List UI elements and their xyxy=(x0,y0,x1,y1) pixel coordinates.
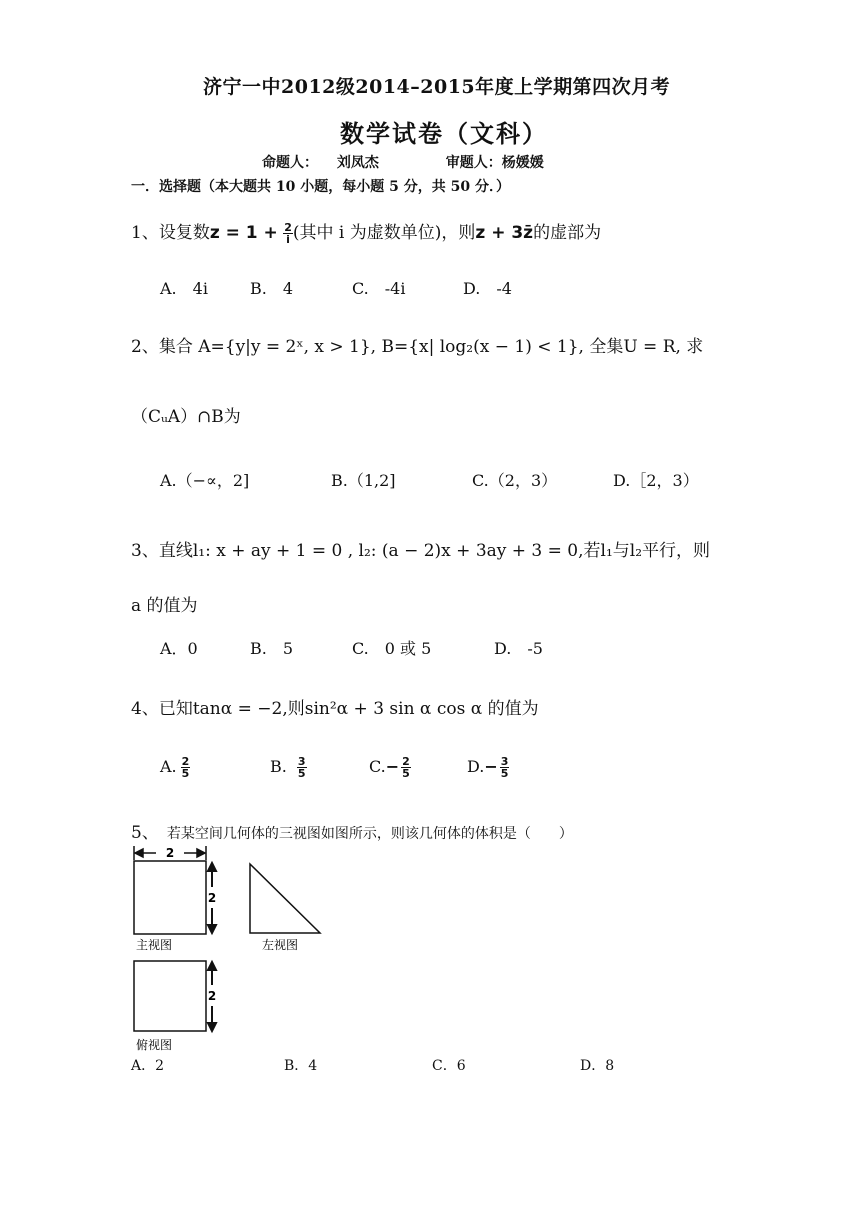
option-c: C.− $\frac{2}{5}$ xyxy=(369,755,410,780)
reviewer-name: 杨媛媛 xyxy=(501,155,544,171)
option-c: C. -4i xyxy=(352,279,406,298)
question-text: 若某空间几何体的三视图如图所示，则该几何体的体积是（ ） xyxy=(166,826,573,842)
question-text: 的虚部为 xyxy=(533,223,602,243)
math-expression: z = 1 + xyxy=(209,223,278,243)
option-c: C.（2，3） xyxy=(472,471,558,490)
option-d: D.［2，3） xyxy=(613,471,699,490)
authors-line xyxy=(262,152,544,172)
option-b: B. $\frac{3}{5}$ xyxy=(270,755,306,780)
option-a: A.（−∝，2] xyxy=(160,471,250,490)
question-text: (其中 i 为虚数单位)，则 xyxy=(292,223,476,243)
question-3-line2: a 的值为 xyxy=(131,596,198,616)
top-view-label: 俯视图 xyxy=(136,1038,173,1052)
fraction: $\frac{2}{i}$ xyxy=(284,221,292,246)
question-2 xyxy=(131,332,703,357)
option-c: C. 0 或 5 xyxy=(352,639,432,658)
exam-subtitle: 数学试卷（文科） xyxy=(340,119,548,148)
question-text: 设复数 xyxy=(158,223,210,243)
option-d: D.− $\frac{3}{5}$ xyxy=(467,755,509,780)
question-5 xyxy=(131,818,573,843)
section-heading: 一．选择题（本大题共 10 小题，每小题 5 分，共 50 分．） xyxy=(131,179,510,195)
option-d: D. -5 xyxy=(494,639,543,658)
dimension-right-2-label: 2 xyxy=(207,989,217,1003)
math-expression: z + 3z̄ xyxy=(475,223,534,243)
option-b: B．4 xyxy=(284,1058,318,1074)
question-text: 集合 A={y|y = 2ˣ, x > 1}, B={x| log₂(x − 1) < 1}, 全集U = R, 求 xyxy=(158,337,704,357)
question-2-line2: （CᵤA）∩B为 xyxy=(131,407,241,427)
option-d: D．8 xyxy=(580,1058,615,1074)
question-4 xyxy=(131,694,539,719)
question-number: 3、 xyxy=(131,541,159,561)
top-view xyxy=(134,961,206,1031)
side-view-label: 左视图 xyxy=(262,938,299,952)
option-d: D. -4 xyxy=(463,279,512,298)
reviewer-label: 审题人： xyxy=(445,155,502,171)
option-a: A．2 xyxy=(131,1058,165,1074)
question-3 xyxy=(131,536,710,561)
question-number: 5、 xyxy=(131,823,159,843)
front-view-label: 主视图 xyxy=(136,938,173,952)
author-name: 刘凤杰 xyxy=(336,155,379,171)
question-1 xyxy=(131,218,601,245)
exam-title: 济宁一中2012级2014–2015年度上学期第四次月考 xyxy=(203,76,671,98)
option-b: B. 4 xyxy=(250,279,294,298)
dimension-right-1-label: 2 xyxy=(207,891,217,905)
author-label: 命题人： xyxy=(262,155,318,171)
question-text: 直线l₁: x + ay + 1 = 0 , l₂: (a − 2)x + 3ay + 3 = 0,若l₁与l₂平行，则 xyxy=(158,541,711,561)
option-c: C．6 xyxy=(432,1058,466,1074)
dimension-top-label: 2 xyxy=(165,846,175,860)
option-a: A. 4i xyxy=(160,279,208,298)
option-b: B.（1,2] xyxy=(331,471,396,490)
option-a: A. $\frac{2}{5}$ xyxy=(160,755,190,780)
side-view xyxy=(250,864,320,933)
question-number: 1、 xyxy=(131,223,159,243)
question-text: 已知tanα = −2,则sin²α + 3 sin α cos α 的值为 xyxy=(158,699,539,719)
front-view xyxy=(134,861,206,934)
three-view-drawing xyxy=(126,842,336,1054)
option-a: A．0 xyxy=(160,639,198,658)
question-number: 4、 xyxy=(131,699,159,719)
option-b: B. 5 xyxy=(250,639,294,658)
question-number: 2、 xyxy=(131,337,159,357)
